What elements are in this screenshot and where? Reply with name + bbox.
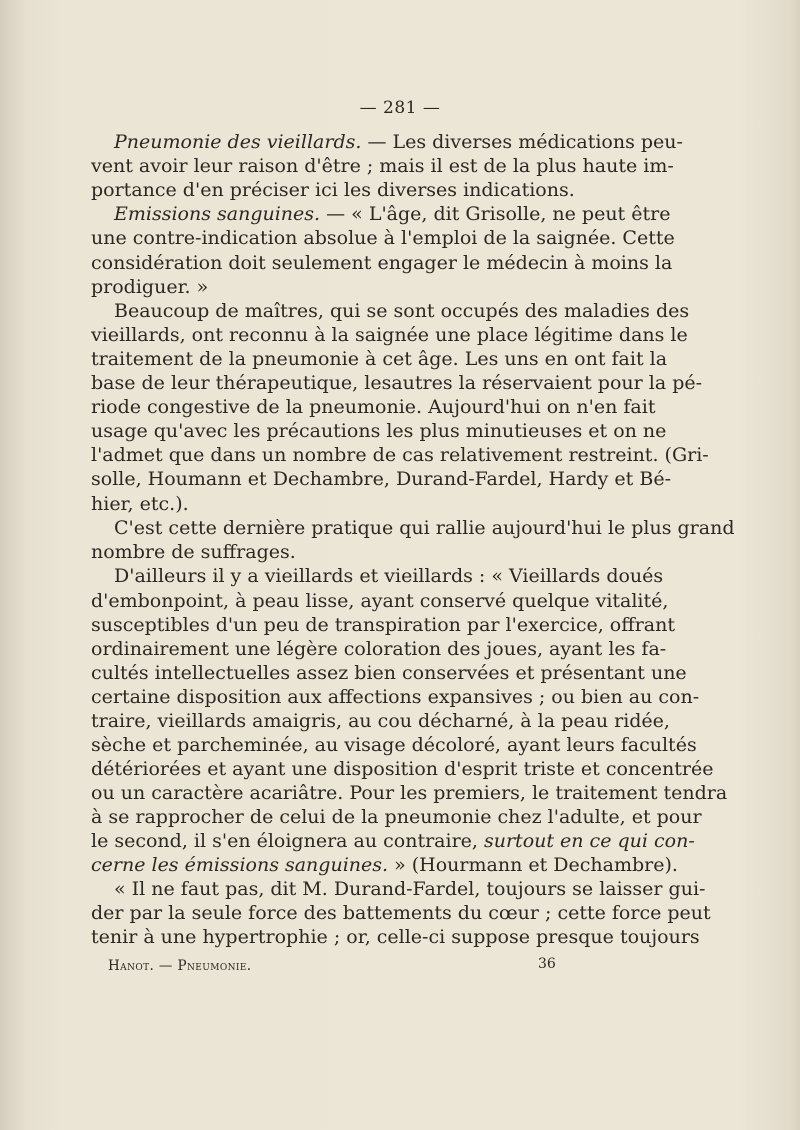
text-line: traire, vieillards amaigris, au cou décharné, à la peau ridée, <box>91 710 670 732</box>
text-line: prodiguer. » <box>91 276 209 298</box>
text-line: solle, Houmann et Dechambre, Durand-Fardel, Hardy et Bé- <box>91 468 671 490</box>
text-line: traitement de la pneumonie à cet âge. Les uns en ont fait la <box>91 348 668 370</box>
text-line: ordinairement une légère coloration des joues, ayant les fa- <box>91 638 667 660</box>
text-line: à se rapprocher de celui de la pneumonie chez l'adulte, et pour <box>91 806 702 828</box>
signature-number: 36 <box>538 956 556 972</box>
text-line: une contre-indication absolue à l'emploi de la saignée. Cette <box>91 227 675 249</box>
text-line: nombre de suffrages. <box>91 541 296 563</box>
text-line: le second, il s'en éloignera au contraire, surtout en ce qui con- <box>91 830 695 852</box>
text-line: C'est cette dernière pratique qui rallie aujourd'hui le plus grand <box>114 517 735 539</box>
text-line: susceptibles d'un peu de transpiration par l'exercice, offrant <box>91 614 676 636</box>
text-line: Emissions sanguines. — « L'âge, dit Grisolle, ne peut être <box>114 203 671 225</box>
text-line: hier, etc.). <box>91 493 189 515</box>
text-line: cultés intellectuelles assez bien conservées et présentant une <box>91 662 687 684</box>
text-line: der par la seule force des battements du cœur ; cette force peut <box>91 902 711 924</box>
text-line: Beaucoup de maîtres, qui se sont occupés des maladies des <box>114 300 690 322</box>
text-line: vieillards, ont reconnu à la saignée une place légitime dans le <box>91 324 688 346</box>
text-line: détériorées et ayant une disposition d'esprit triste et concentrée <box>91 758 714 780</box>
text-line: l'admet que dans un nombre de cas relativement restreint. (Gri- <box>91 444 709 466</box>
text-line: cerne les émissions sanguines. » (Hourmann et Dechambre). <box>91 854 678 876</box>
running-footer: Hanot. — Pneumonie. <box>108 958 252 974</box>
text-line: portance d'en préciser ici les diverses indications. <box>91 179 575 201</box>
text-line: vent avoir leur raison d'être ; mais il est de la plus haute im- <box>91 155 674 177</box>
text-line: Pneumonie des vieillards. — Les diverses médications peu- <box>114 131 683 153</box>
text-line: tenir à une hypertrophie ; or, celle-ci suppose presque toujours <box>91 926 700 948</box>
text-line: considération doit seulement engager le médecin à moins la <box>91 252 673 274</box>
text-line: ou un caractère acariâtre. Pour les premiers, le traitement tendra <box>91 782 728 804</box>
page-number-header: — 281 — <box>359 98 441 118</box>
text-line: d'embonpoint, à peau lisse, ayant conservé quelque vitalité, <box>91 590 669 612</box>
text-line: sèche et parcheminée, au visage décoloré, ayant leurs facultés <box>91 734 697 756</box>
text-line: riode congestive de la pneumonie. Aujourd'hui on n'en fait <box>91 396 656 418</box>
text-line: certaine disposition aux affections expansives ; ou bien au con- <box>91 686 700 708</box>
text-line: D'ailleurs il y a vieillards et vieillards : « Vieillards doués <box>114 565 664 587</box>
text-line: usage qu'avec les précautions les plus minutieuses et on ne <box>91 420 667 442</box>
text-line: « Il ne faut pas, dit M. Durand-Fardel, toujours se laisser gui- <box>114 878 706 900</box>
text-line: base de leur thérapeutique, lesautres la réservaient pour la pé- <box>91 372 703 394</box>
